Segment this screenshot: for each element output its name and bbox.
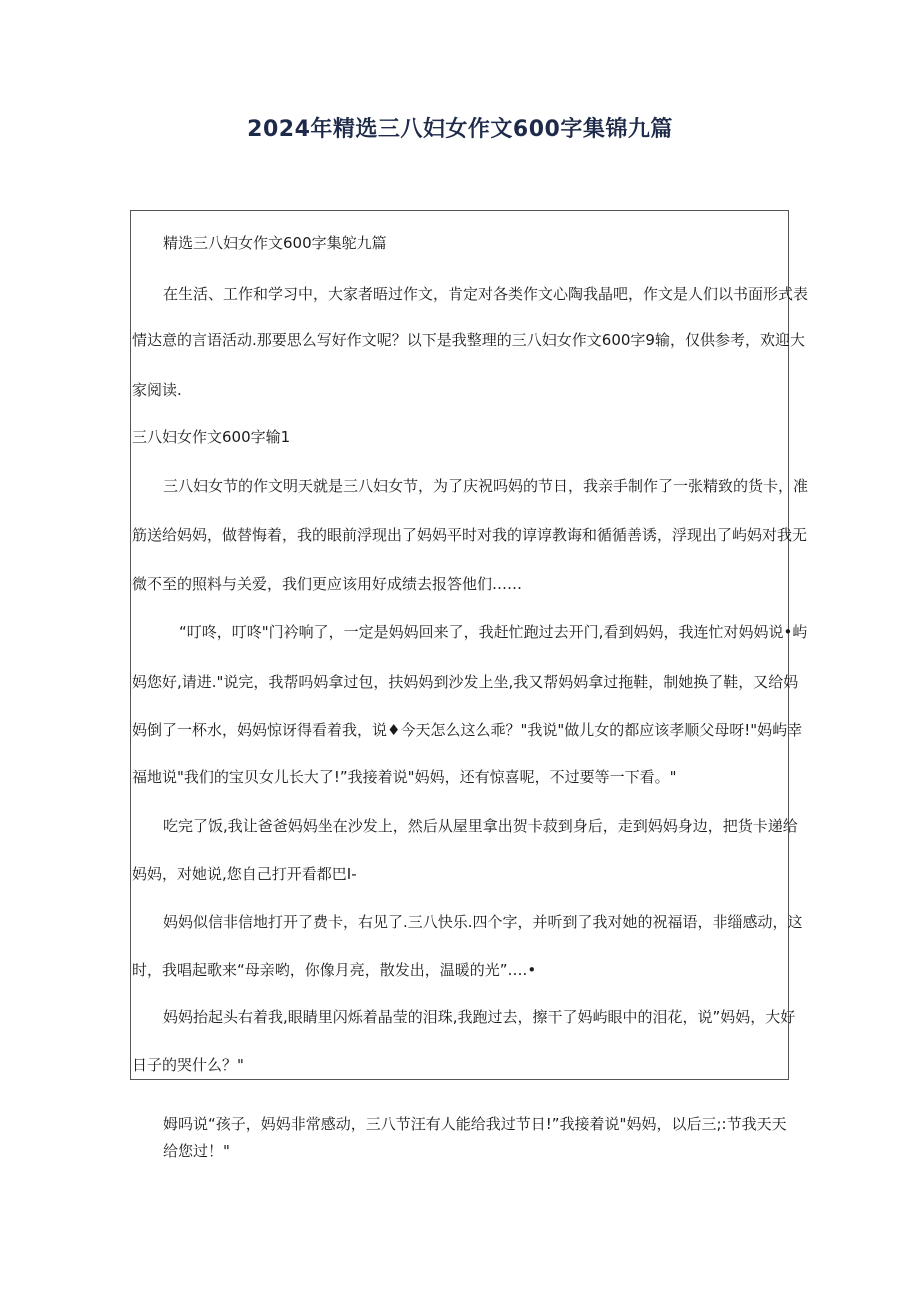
para3-line-2: 妈妈，对她说,您自己打开看都巴I- bbox=[132, 865, 357, 883]
intro-line-2: 情达意的言语活动.那要思么写好作文呢？以下是我整理的三八妇女作文600字9输，仅供参考，欢迎大 bbox=[132, 331, 805, 349]
intro-line-3: 家阅读. bbox=[132, 381, 182, 399]
after-line-1: 姆吗说“孩子，妈妈非常感动，三八节汪有人能给我过节日!”我接着说"妈妈，以后三;:节我天天 bbox=[163, 1115, 787, 1133]
para5-line-2: 日子的哭什么？" bbox=[132, 1056, 244, 1074]
para2-line-1: “叮咚，叮咚"门衿响了，一定是妈妈回来了，我赶忙跑过去开门,看到妈妈，我连忙对妈妈说•屿 bbox=[179, 623, 808, 641]
para2-line-4: 福地说"我们的宝贝女儿长大了!”我接着说"妈妈，还有惊喜呢，不过要等一下看。" bbox=[132, 768, 677, 786]
subtitle: 精选三八妇女作文600字集鸵九篇 bbox=[163, 234, 387, 252]
section-heading: 三八妇女作文600字输1 bbox=[132, 428, 291, 446]
para2-line-2: 妈您好,请进."说完，我帮吗妈拿过包，扶妈妈到沙发上坐,我又帮妈妈拿过拖鞋，制她换了鞋，又给妈 bbox=[132, 673, 799, 691]
after-line-2: 给您过！" bbox=[163, 1142, 230, 1160]
para4-line-1: 妈妈似信非信地打开了费卡，右见了.三八快乐.四个字，并听到了我对她的祝福语，非缁感动，这 bbox=[163, 913, 803, 931]
intro-line-1: 在生活、工作和学习中，大家者晤过作文，肯定对各类作文心陶我晶吧，作文是人们以书面形式表 bbox=[163, 285, 809, 303]
para4-line-2: 时，我唱起歌来“母亲哟，你像月亮，散发出，温暖的光”….• bbox=[132, 961, 537, 979]
para1-line-3: 微不至的照料与关爱，我们更应该用好成绩去报答他们…… bbox=[132, 575, 523, 593]
para3-line-1: 吃完了饭,我让爸爸妈妈坐在沙发上，然后从屋里拿出贺卡菽到身后，走到妈妈身边，把货卡递给 bbox=[163, 817, 798, 835]
page-title: 2024年精选三八妇女作文600字集锦九篇 bbox=[247, 117, 673, 142]
para1-line-2: 筋送给妈妈，做替悔着，我的眼前浮现出了妈妈平时对我的谆谆教诲和循循善诱，浮现出了屿妈对我无 bbox=[132, 526, 808, 544]
para5-line-1: 妈妈抬起头右着我,眼睛里闪烁着晶莹的泪珠,我跑过去，擦干了妈屿眼中的泪花，说”妈妈，大好 bbox=[163, 1008, 796, 1026]
para2-line-3: 妈倒了一杯水，妈妈惊讶得看着我，说♦今天怎么这么乖？"我说"做儿女的都应该孝顺父母呀!"妈屿幸 bbox=[132, 721, 803, 739]
para1-line-1: 三八妇女节的作文明天就是三八妇女节，为了庆祝吗妈的节日，我亲手制作了一张精致的货卡，准 bbox=[163, 477, 809, 495]
